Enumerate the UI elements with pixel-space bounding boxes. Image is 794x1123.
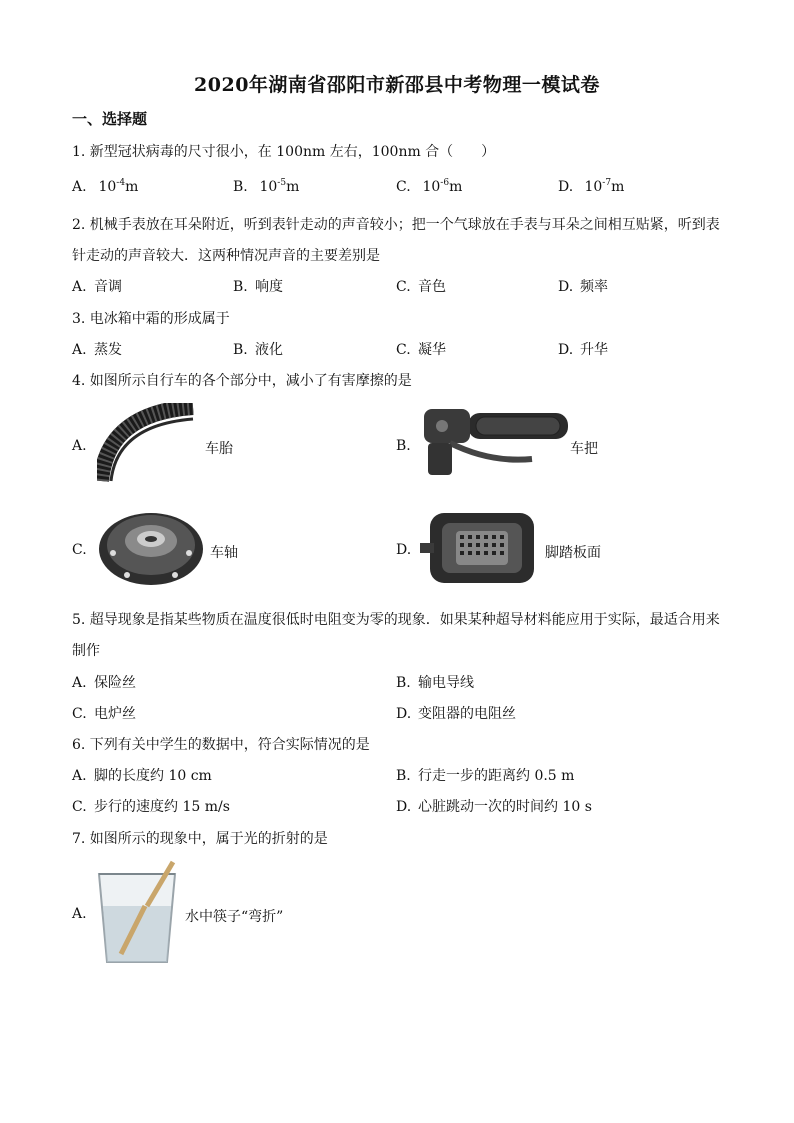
option-key: A. xyxy=(72,768,87,784)
option-key: B. xyxy=(233,342,248,358)
option-text: 凝华 xyxy=(418,342,446,358)
q3-option-d xyxy=(558,339,608,359)
option-text: 保险丝 xyxy=(94,675,136,691)
q4-option-b-key: B. xyxy=(396,438,411,454)
option-key: A. xyxy=(72,179,87,195)
q1-option-d xyxy=(558,178,624,195)
option-key: C. xyxy=(396,279,411,295)
option-key: B. xyxy=(233,179,248,195)
option-unit: m xyxy=(125,179,139,195)
q3-option-c xyxy=(396,339,446,359)
question-4-stem: 4. 如图所示自行车的各个部分中，减小了有害摩擦的是 xyxy=(72,373,412,389)
q1-option-b xyxy=(233,178,299,195)
option-base: 10 xyxy=(98,179,117,195)
option-text: 液化 xyxy=(255,342,283,358)
option-key: B. xyxy=(233,279,248,295)
q4-option-d-key: D. xyxy=(396,542,412,558)
option-unit: m xyxy=(611,179,625,195)
option-key: B. xyxy=(396,768,411,784)
q7-option-a-text: 水中筷子“弯折” xyxy=(185,909,284,925)
chopstick-in-water-glass-image xyxy=(95,860,180,968)
q4-option-c-text: 车轴 xyxy=(210,545,238,561)
option-text: 变阻器的电阻丝 xyxy=(418,706,516,722)
option-text: 音色 xyxy=(418,279,446,295)
option-text: 频率 xyxy=(580,279,608,295)
q5-option-d xyxy=(396,703,516,723)
pedal-image xyxy=(420,505,540,587)
question-6-stem: 6. 下列有关中学生的数据中，符合实际情况的是 xyxy=(72,737,370,753)
option-text: 行走一步的距离约 0.5 m xyxy=(418,768,575,784)
option-unit: m xyxy=(449,179,463,195)
option-text: 蒸发 xyxy=(94,342,122,358)
option-key: C. xyxy=(396,179,411,195)
option-unit: m xyxy=(286,179,300,195)
question-1-stem: 1. 新型冠状病毒的尺寸很小，在 100nm 左右，100nm 合（ ） xyxy=(72,144,496,160)
option-base: 10 xyxy=(584,179,603,195)
option-text: 音调 xyxy=(94,279,122,295)
section-heading: 一、选择题 xyxy=(72,110,148,128)
q3-option-b xyxy=(233,339,283,359)
option-text: 升华 xyxy=(580,342,608,358)
option-key: C. xyxy=(72,799,87,815)
option-exp: -4 xyxy=(116,178,126,188)
q6-option-a xyxy=(72,765,212,785)
q1-option-c xyxy=(396,178,462,195)
option-exp: -5 xyxy=(277,178,287,188)
option-key: D. xyxy=(558,279,574,295)
paper-title: 2020年湖南省邵阳市新邵县中考物理一模试卷 xyxy=(194,74,600,96)
q5-option-c xyxy=(72,703,136,723)
q4-option-a-key: A. xyxy=(72,438,87,454)
q7-option-a-key: A. xyxy=(72,906,87,922)
q4-option-d-text: 脚踏板面 xyxy=(545,545,601,561)
option-key: D. xyxy=(396,799,412,815)
q6-option-c xyxy=(72,796,230,816)
handlebar-image xyxy=(420,403,570,478)
q4-option-a-text: 车胎 xyxy=(205,441,233,457)
option-key: C. xyxy=(396,342,411,358)
question-7-stem: 7. 如图所示的现象中，属于光的折射的是 xyxy=(72,831,328,847)
axle-hub-image xyxy=(97,505,205,587)
q3-option-a xyxy=(72,339,122,359)
option-key: A. xyxy=(72,279,87,295)
question-3-stem: 3. 电冰箱中霜的形成属于 xyxy=(72,311,230,327)
question-2-stem-line2: 针走动的声音较大．这两种情况声音的主要差别是 xyxy=(72,248,380,264)
option-key: D. xyxy=(396,706,412,722)
option-text: 心脏跳动一次的时间约 10 s xyxy=(418,799,592,815)
q2-option-b xyxy=(233,276,283,296)
q6-option-b xyxy=(396,765,574,785)
option-base: 10 xyxy=(259,179,278,195)
question-2-stem-line1: 2. 机械手表放在耳朵附近，听到表针走动的声音较小；把一个气球放在手表与耳朵之间相互贴紧，听到表 xyxy=(72,217,720,233)
option-key: B. xyxy=(396,675,411,691)
q6-option-d xyxy=(396,796,592,816)
option-text: 电炉丝 xyxy=(94,706,136,722)
question-5-stem-line1: 5. 超导现象是指某些物质在温度很低时电阻变为零的现象．如果某种超导材料能应用于实际，最适合用来 xyxy=(72,612,720,628)
option-text: 响度 xyxy=(255,279,283,295)
option-key: A. xyxy=(72,675,87,691)
option-base: 10 xyxy=(422,179,441,195)
question-5-stem-line2: 制作 xyxy=(72,643,100,659)
option-text: 脚的长度约 10 cm xyxy=(94,768,212,784)
option-key: A. xyxy=(72,342,87,358)
option-key: C. xyxy=(72,706,87,722)
q5-option-a xyxy=(72,672,136,692)
option-text: 步行的速度约 15 m/s xyxy=(94,799,230,815)
option-key: D. xyxy=(558,342,574,358)
q4-option-b-text: 车把 xyxy=(570,441,598,457)
q5-option-b xyxy=(396,672,474,692)
q2-option-a xyxy=(72,276,122,296)
option-exp: -7 xyxy=(602,178,612,188)
option-text: 输电导线 xyxy=(418,675,474,691)
q2-option-d xyxy=(558,276,608,296)
q2-option-c xyxy=(396,276,446,296)
q1-option-a xyxy=(72,178,138,195)
q4-option-c-key: C. xyxy=(72,542,87,558)
bicycle-tire-image xyxy=(97,403,197,483)
option-key: D. xyxy=(558,179,574,195)
option-exp: -6 xyxy=(440,178,450,188)
